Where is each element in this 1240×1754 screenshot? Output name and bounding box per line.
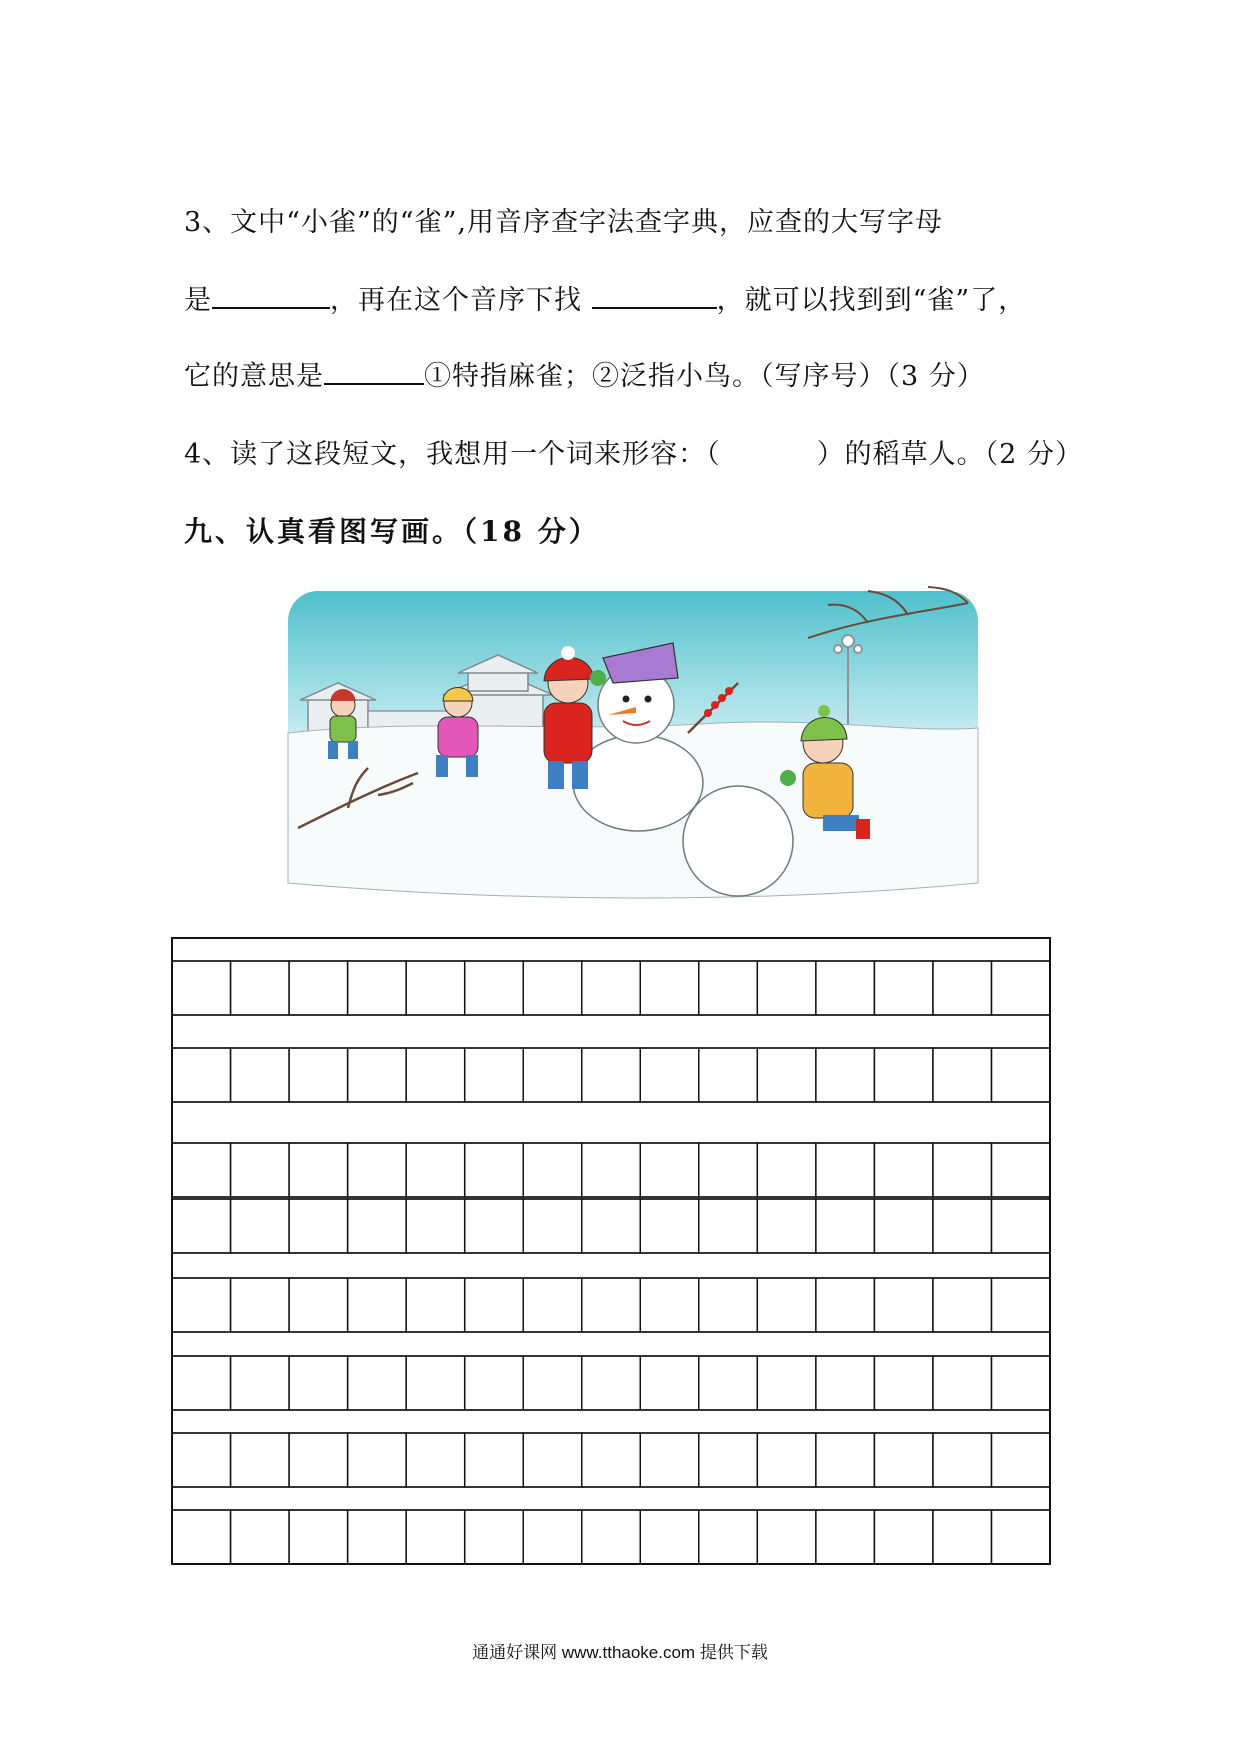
grid-cell[interactable] <box>991 1143 1050 1197</box>
grid-cell[interactable] <box>523 1510 582 1564</box>
grid-row[interactable] <box>172 1510 1050 1564</box>
grid-cell[interactable] <box>289 961 348 1015</box>
grid-cell[interactable] <box>406 1433 465 1487</box>
grid-cell[interactable] <box>289 1433 348 1487</box>
grid-cell[interactable] <box>757 1048 816 1102</box>
grid-row[interactable] <box>172 1143 1050 1197</box>
grid-cell[interactable] <box>874 1143 933 1197</box>
grid-cell[interactable] <box>816 1199 875 1253</box>
grid-cell[interactable] <box>465 1143 524 1197</box>
grid-cell[interactable] <box>523 1199 582 1253</box>
grid-cell[interactable] <box>991 961 1050 1015</box>
q3-line-3 <box>184 354 985 393</box>
footer-source-note: 通通好课网 www.tthaoke.com 提供下载 <box>472 1643 768 1662</box>
grid-cell[interactable] <box>874 1433 933 1487</box>
grid-row[interactable] <box>172 1278 1050 1332</box>
grid-cell[interactable] <box>991 1278 1050 1332</box>
q3-line-3-text-b: ①特指麻雀；②泛指小鸟。（写序号）（3 分） <box>424 361 985 392</box>
q3-line-1-text: 3、文中“小雀”的“雀”,用音序查字法查字典，应查的大写字母 <box>184 207 943 238</box>
writing-grid-svg[interactable] <box>171 937 1051 1565</box>
q3-line-1 <box>184 200 943 239</box>
grid-cell[interactable] <box>289 1356 348 1410</box>
grid-cell[interactable] <box>348 1356 407 1410</box>
grid-cell[interactable] <box>816 961 875 1015</box>
grid-cell[interactable] <box>523 1143 582 1197</box>
grid-cell[interactable] <box>231 961 290 1015</box>
grid-cell[interactable] <box>640 1356 699 1410</box>
grid-cell[interactable] <box>816 1278 875 1332</box>
grid-cell[interactable] <box>816 1048 875 1102</box>
grid-cell[interactable] <box>757 1278 816 1332</box>
q3-line-2-text-b: ，再在这个音序下找 <box>330 285 592 316</box>
grid-cell[interactable] <box>231 1143 290 1197</box>
grid-cell[interactable] <box>465 1278 524 1332</box>
grid-cell[interactable] <box>523 1048 582 1102</box>
grid-cell[interactable] <box>231 1278 290 1332</box>
grid-cell[interactable] <box>699 1510 758 1564</box>
grid-cell[interactable] <box>231 1510 290 1564</box>
grid-cell[interactable] <box>465 1433 524 1487</box>
grid-cell[interactable] <box>289 1143 348 1197</box>
grid-cell[interactable] <box>465 1199 524 1253</box>
grid-cell[interactable] <box>582 961 641 1015</box>
grid-cell[interactable] <box>933 1433 992 1487</box>
grid-cell[interactable] <box>348 1048 407 1102</box>
grid-cell[interactable] <box>406 1510 465 1564</box>
grid-cell[interactable] <box>406 1356 465 1410</box>
grid-cell[interactable] <box>640 1143 699 1197</box>
grid-cell[interactable] <box>933 1199 992 1253</box>
q4-text-b: ）的稻草人。（2 分） <box>816 439 1083 470</box>
grid-row[interactable] <box>172 961 1050 1015</box>
grid-cell[interactable] <box>465 1356 524 1410</box>
grid-cell[interactable] <box>757 1199 816 1253</box>
grid-cell[interactable] <box>348 1510 407 1564</box>
grid-cell[interactable] <box>640 1510 699 1564</box>
grid-cell[interactable] <box>933 1143 992 1197</box>
grid-cell[interactable] <box>348 1278 407 1332</box>
grid-cell[interactable] <box>816 1510 875 1564</box>
grid-cell[interactable] <box>172 1199 231 1253</box>
grid-row[interactable] <box>172 1356 1050 1410</box>
grid-cell[interactable] <box>874 1048 933 1102</box>
grid-cell[interactable] <box>582 1433 641 1487</box>
grid-cell[interactable] <box>231 1199 290 1253</box>
grid-cell[interactable] <box>172 961 231 1015</box>
grid-cell[interactable] <box>933 1510 992 1564</box>
grid-cell[interactable] <box>991 1356 1050 1410</box>
grid-cell[interactable] <box>933 961 992 1015</box>
grid-cell[interactable] <box>991 1510 1050 1564</box>
snowman-illustration <box>268 583 998 923</box>
grid-cell[interactable] <box>348 1199 407 1253</box>
grid-cell[interactable] <box>699 1433 758 1487</box>
grid-cell[interactable] <box>523 961 582 1015</box>
grid-cell[interactable] <box>757 1433 816 1487</box>
grid-cell[interactable] <box>172 1048 231 1102</box>
grid-cell[interactable] <box>172 1356 231 1410</box>
grid-cell[interactable] <box>406 1143 465 1197</box>
grid-cell[interactable] <box>640 1199 699 1253</box>
q4-text-a: 4、读了这段短文，我想用一个词来形容：（ <box>184 439 721 470</box>
grid-cell[interactable] <box>991 1433 1050 1487</box>
grid-cell[interactable] <box>582 1278 641 1332</box>
answer-blank-meaning[interactable] <box>324 361 424 385</box>
grid-row[interactable] <box>172 1048 1050 1102</box>
grid-cell[interactable] <box>874 961 933 1015</box>
grid-cell[interactable] <box>933 1278 992 1332</box>
grid-cell[interactable] <box>465 1048 524 1102</box>
grid-cell[interactable] <box>582 1143 641 1197</box>
grid-cell[interactable] <box>172 1278 231 1332</box>
snowman-scene-svg <box>268 583 998 923</box>
grid-cell[interactable] <box>582 1048 641 1102</box>
grid-cell[interactable] <box>874 1278 933 1332</box>
big-snowball <box>683 786 793 896</box>
grid-cell[interactable] <box>640 1433 699 1487</box>
grid-cell[interactable] <box>640 961 699 1015</box>
grid-cell[interactable] <box>933 1048 992 1102</box>
grid-cell[interactable] <box>289 1199 348 1253</box>
grid-cell[interactable] <box>172 1433 231 1487</box>
grid-cell[interactable] <box>699 1143 758 1197</box>
grid-cell[interactable] <box>991 1199 1050 1253</box>
grid-cell[interactable] <box>933 1356 992 1410</box>
grid-cell[interactable] <box>406 1278 465 1332</box>
grid-cell[interactable] <box>523 1356 582 1410</box>
q3-line-3-text-a: 它的意思是 <box>184 361 324 392</box>
grid-cell[interactable] <box>991 1048 1050 1102</box>
grid-cell[interactable] <box>523 1433 582 1487</box>
grid-cell[interactable] <box>582 1356 641 1410</box>
grid-cell[interactable] <box>289 1278 348 1332</box>
grid-cell[interactable] <box>523 1278 582 1332</box>
section-9-heading: 九、认真看图写画。（18 分） <box>184 515 600 548</box>
grid-cell[interactable] <box>874 1510 933 1564</box>
answer-blank-letter[interactable] <box>212 285 330 309</box>
grid-cell[interactable] <box>348 961 407 1015</box>
grid-cell[interactable] <box>348 1433 407 1487</box>
grid-outer-border <box>172 938 1050 1564</box>
grid-cell[interactable] <box>465 961 524 1015</box>
grid-cell[interactable] <box>465 1510 524 1564</box>
grid-cell[interactable] <box>699 1048 758 1102</box>
grid-cell[interactable] <box>289 1048 348 1102</box>
writing-grid[interactable] <box>171 937 1051 1565</box>
grid-cell[interactable] <box>699 1199 758 1253</box>
grid-cell[interactable] <box>406 1199 465 1253</box>
grid-cell[interactable] <box>874 1199 933 1253</box>
grid-cell[interactable] <box>816 1356 875 1410</box>
grid-cell[interactable] <box>406 961 465 1015</box>
grid-cell[interactable] <box>757 1510 816 1564</box>
q3-line-2-text-a: 是 <box>184 285 212 316</box>
grid-cell[interactable] <box>289 1510 348 1564</box>
grid-cell[interactable] <box>816 1433 875 1487</box>
grid-cell[interactable] <box>348 1143 407 1197</box>
grid-cell[interactable] <box>640 1048 699 1102</box>
grid-cell[interactable] <box>757 961 816 1015</box>
grid-cell[interactable] <box>640 1278 699 1332</box>
grid-cell[interactable] <box>699 1356 758 1410</box>
q3-line-2-text-c: ，就可以找到到“雀”了， <box>716 285 1027 316</box>
grid-cell[interactable] <box>699 1278 758 1332</box>
grid-cell[interactable] <box>172 1143 231 1197</box>
grid-row[interactable] <box>172 1199 1050 1253</box>
grid-row[interactable] <box>172 1433 1050 1487</box>
answer-blank-syllable[interactable] <box>592 285 717 309</box>
grid-cell[interactable] <box>231 1356 290 1410</box>
grid-cell[interactable] <box>172 1510 231 1564</box>
q4-line <box>184 432 1083 471</box>
grid-cell[interactable] <box>406 1048 465 1102</box>
grid-cell[interactable] <box>231 1048 290 1102</box>
grid-cell[interactable] <box>699 961 758 1015</box>
q3-line-2 <box>184 278 1026 317</box>
grid-cell[interactable] <box>874 1356 933 1410</box>
grid-cell[interactable] <box>816 1143 875 1197</box>
grid-cell[interactable] <box>757 1356 816 1410</box>
grid-cell[interactable] <box>582 1510 641 1564</box>
grid-cell[interactable] <box>231 1433 290 1487</box>
grid-cell[interactable] <box>757 1143 816 1197</box>
grid-cell[interactable] <box>582 1199 641 1253</box>
